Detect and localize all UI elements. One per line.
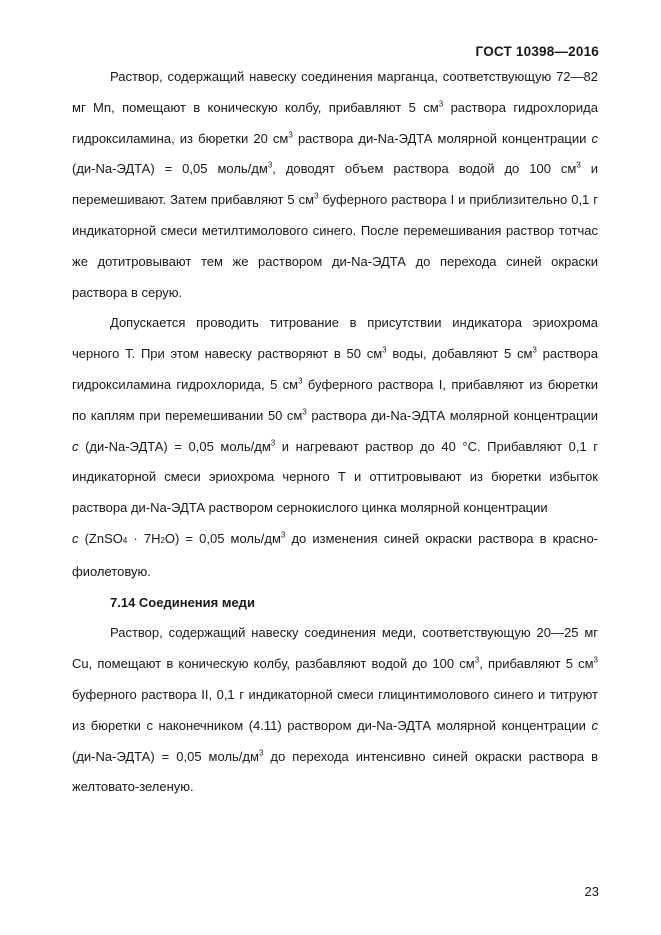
paragraph-copper: Раствор, содержащий навеску соединения меди, соответствующую 20—25 мг Cu, помещают в коническую колбу, разбавляют водой до 100 $см^3$, прибавляют 5 $см^3$ буферного раствора II, 0,1 г индикаторной смеси глицинтимолового синего и титруют из бюретки с наконечником (4.11) раствором ди-Na-ЭДТА молярной концентрации c (ди-Na-ЭДТА) = 0,05 моль/$дм^3$ до перехода интенсивно синей окраски раствора в желтовато-зеленую. (72, 625, 598, 795)
paragraph-manganese: Раствор, содержащий навеску соединения марганца, соответствующую 72—82 мг Mn, помещают в коническую колбу, прибавляют 5 $см^3$ раствора гидрохлорида гидроксиламина, из бюретки 20 $см^3$ раствора ди-Na-ЭДТА молярной концентрации c (ди-Na-ЭДТА) = 0,05 моль/$дм^3$, доводят объем раствора водой до 100 $см^3$ и перемешивают. Затем прибавляют 5 $см^3$ буферного раствора I и приблизительно 0,1 г индикаторной смеси метилтимолового синего. После перемешивания раствор тотчас же дотитровывают тем же раствором ди-Na-ЭДТА до перехода синей окраски раствора в серую. (72, 69, 599, 300)
page-number: 23 (584, 884, 599, 899)
document-code: ГОСТ 10398—2016 (475, 44, 599, 59)
document-body (72, 62, 598, 803)
section-heading: 7.14 Соединения меди (110, 594, 255, 610)
paragraph-zinc-concentration: c (ZnSO4 · 7H2O) = 0,05 моль/$дм^3$ до изменения синей окраски раствора в красно-фиолетовую. (72, 530, 599, 579)
paragraph-eriochrome: Допускается проводить титрование в присутствии индикатора эриохрома черного Т. При этом навеску растворяют в 50 $см^3$ воды, добавляют 5 $см^3$ раствора гидроксиламина гидрохлорида, 5 $см^3$ буферного раствора I, прибавляют из бюретки по каплям при перемешивании 50 $см^3$ раствора ди-Na-ЭДТА молярной концентрации c (ди-Na-ЭДТА) = 0,05 моль/$дм^3$ и нагревают раствор до 40 °С. Прибавляют 0,1 г индикаторной смеси эриохрома черного Т и оттитровывают из бюретки избыток раствора ди-Na-ЭДТА раствором сернокислого цинка молярной концентрации (72, 315, 598, 516)
